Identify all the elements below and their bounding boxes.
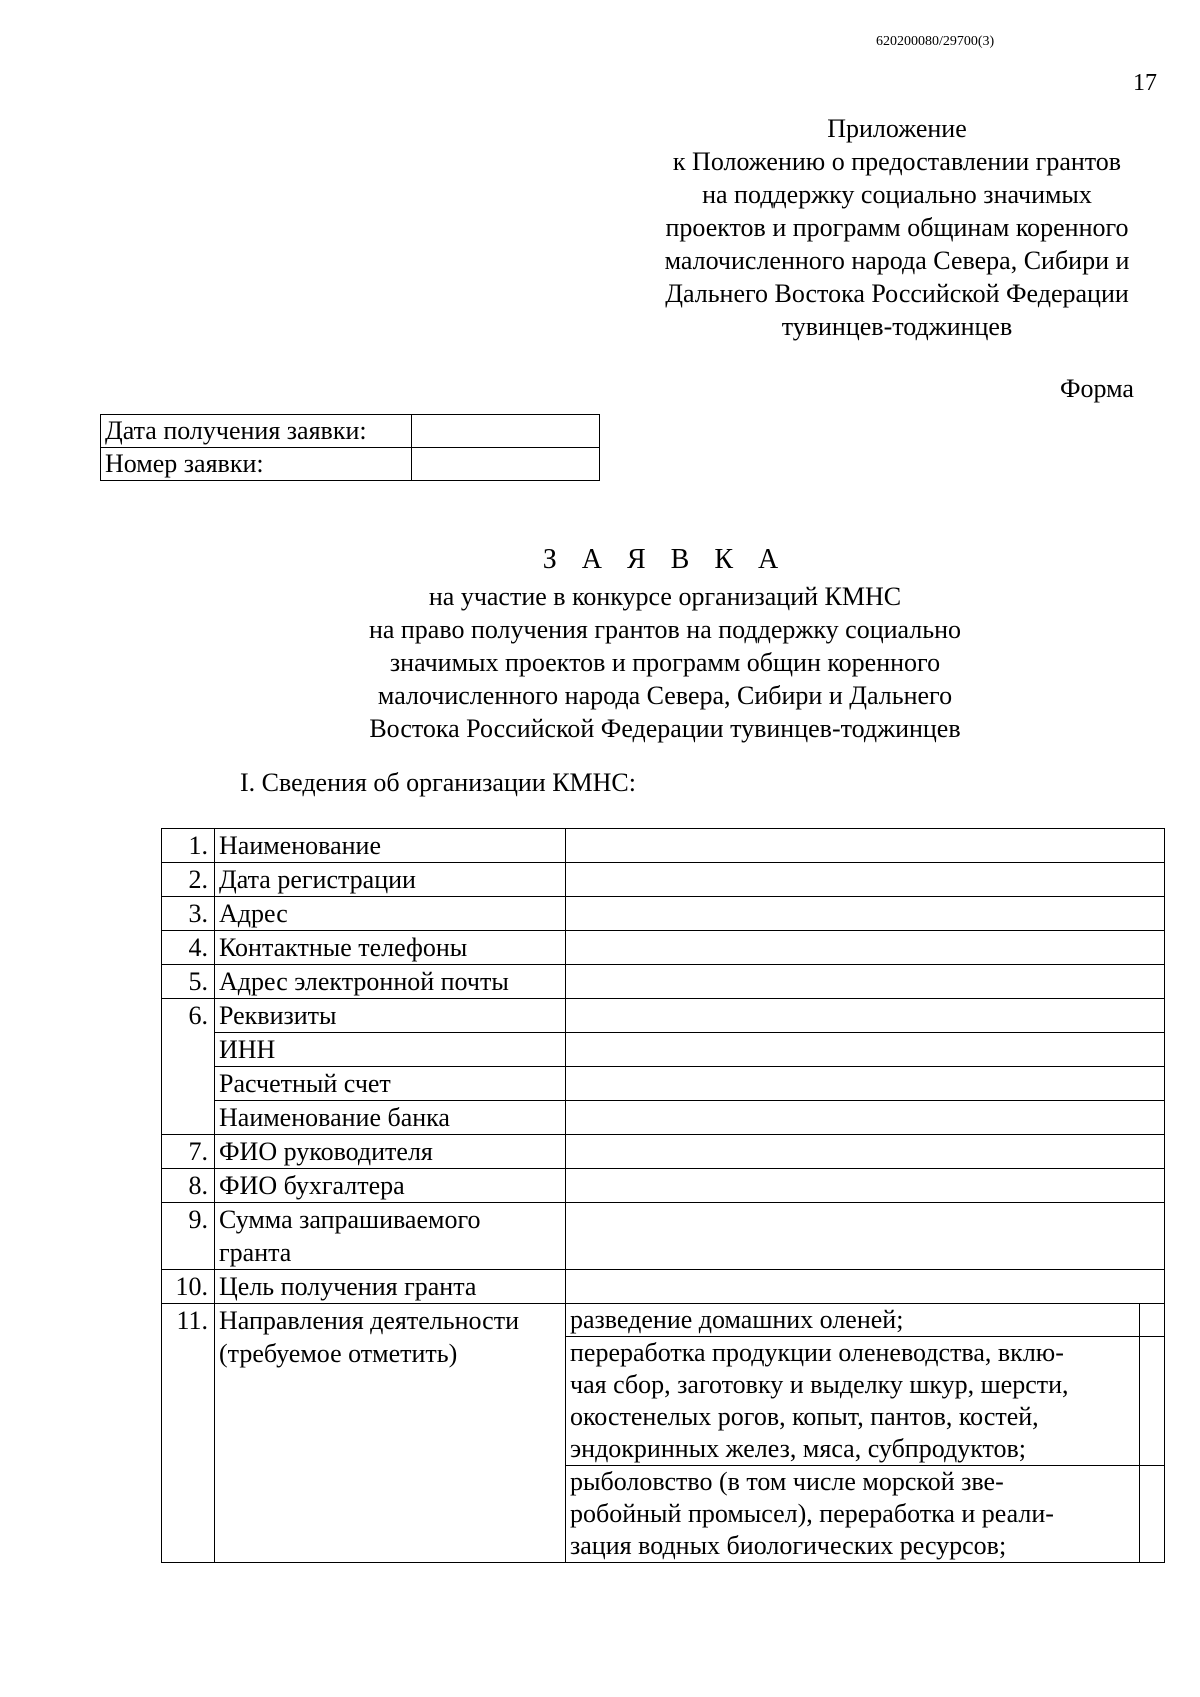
value-field[interactable] bbox=[566, 829, 1165, 863]
row-number: 11. bbox=[162, 1304, 215, 1563]
activity-checkbox[interactable] bbox=[1140, 1304, 1165, 1337]
activity-checkbox[interactable] bbox=[1140, 1466, 1165, 1563]
table-row bbox=[101, 448, 600, 481]
table-row bbox=[162, 1304, 1165, 1337]
value-field[interactable] bbox=[566, 1135, 1165, 1169]
row-label: Цель получения гранта bbox=[215, 1270, 566, 1304]
row-label bbox=[215, 1203, 566, 1270]
activity-option-line: эндокринных желез, мяса, субпродуктов; bbox=[570, 1434, 1027, 1463]
application-number-field[interactable] bbox=[412, 448, 600, 481]
row-number: 8. bbox=[162, 1169, 215, 1203]
row-number: 10. bbox=[162, 1270, 215, 1304]
row-label-line: Направления деятельности bbox=[219, 1306, 520, 1335]
activity-option bbox=[566, 1304, 1140, 1337]
appendix-line: на поддержку социально значимых bbox=[702, 180, 1092, 209]
table-row bbox=[162, 863, 1165, 897]
table-row bbox=[162, 829, 1165, 863]
value-field[interactable] bbox=[566, 1270, 1165, 1304]
section-heading: I. Сведения об организации КМНС: bbox=[240, 768, 636, 797]
table-row bbox=[162, 1135, 1165, 1169]
row-number: 2. bbox=[162, 863, 215, 897]
activity-option-line: рыболовство (в том числе морской зве- bbox=[570, 1467, 1004, 1496]
appendix-line: Приложение bbox=[827, 114, 967, 143]
appendix-note bbox=[622, 112, 1172, 343]
row-number: 4. bbox=[162, 931, 215, 965]
row-label: ФИО руководителя bbox=[215, 1135, 566, 1169]
title-line: значимых проектов и программ общин коренного bbox=[389, 648, 941, 677]
table-row bbox=[101, 415, 600, 448]
table-row bbox=[162, 1067, 1165, 1101]
document-code: 620200080/29700(3) bbox=[876, 34, 995, 49]
application-number-label: Номер заявки: bbox=[101, 448, 412, 481]
value-field[interactable] bbox=[566, 1033, 1165, 1067]
row-label: Расчетный счет bbox=[215, 1067, 566, 1101]
activity-option-line: робойный промысел), переработка и реали- bbox=[570, 1499, 1054, 1528]
application-title bbox=[230, 542, 1100, 745]
value-field[interactable] bbox=[566, 1101, 1165, 1135]
value-field[interactable] bbox=[566, 965, 1165, 999]
table-row bbox=[162, 1169, 1165, 1203]
form-label: Форма bbox=[1060, 374, 1134, 403]
activity-option-line: зация водных биологических ресурсов; bbox=[570, 1531, 1007, 1560]
row-number: 9. bbox=[162, 1203, 215, 1270]
appendix-line: Дальнего Востока Российской Федерации bbox=[665, 279, 1129, 308]
row-label: Адрес bbox=[215, 897, 566, 931]
value-field[interactable] bbox=[566, 863, 1165, 897]
activity-checkbox[interactable] bbox=[1140, 1337, 1165, 1466]
row-label-line: (требуемое отметить) bbox=[219, 1339, 458, 1368]
activity-option-line: разведение домашних оленей; bbox=[570, 1305, 904, 1334]
value-field[interactable] bbox=[566, 897, 1165, 931]
appendix-line: проектов и программ общинам коренного bbox=[665, 213, 1129, 242]
row-label: Реквизиты bbox=[215, 999, 566, 1033]
row-number: 3. bbox=[162, 897, 215, 931]
value-field[interactable] bbox=[566, 1067, 1165, 1101]
table-row bbox=[162, 1203, 1165, 1270]
table-row bbox=[162, 931, 1165, 965]
title-line: малочисленного народа Севера, Сибири и Дальнего bbox=[377, 681, 953, 710]
row-number: 1. bbox=[162, 829, 215, 863]
appendix-line: к Положению о предоставлении грантов bbox=[672, 147, 1122, 176]
value-field[interactable] bbox=[566, 931, 1165, 965]
receipt-table bbox=[100, 414, 600, 481]
date-received-label: Дата получения заявки: bbox=[101, 415, 412, 448]
title-heading: З А Я В К А bbox=[542, 544, 788, 575]
activity-option-line: переработка продукции оленеводства, вклю- bbox=[570, 1338, 1064, 1367]
title-line: на право получения грантов на поддержку социально bbox=[368, 615, 962, 644]
row-label: Наименование bbox=[215, 829, 566, 863]
activity-option bbox=[566, 1337, 1140, 1466]
table-row bbox=[162, 897, 1165, 931]
table-row bbox=[162, 1270, 1165, 1304]
row-number: 5. bbox=[162, 965, 215, 999]
value-field[interactable] bbox=[566, 1203, 1165, 1270]
appendix-line: малочисленного народа Севера, Сибири и bbox=[664, 246, 1130, 275]
row-label: Наименование банка bbox=[215, 1101, 566, 1135]
value-field[interactable] bbox=[566, 1169, 1165, 1203]
row-label bbox=[215, 1304, 566, 1563]
activity-option bbox=[566, 1466, 1140, 1563]
title-line: Востока Российской Федерации тувинцев-тоджинцев bbox=[369, 714, 961, 743]
page-number: 17 bbox=[1133, 70, 1157, 96]
activity-option-line: чая сбор, заготовку и выделку шкур, шерсти, bbox=[570, 1370, 1069, 1399]
table-row bbox=[162, 965, 1165, 999]
value-field[interactable] bbox=[566, 999, 1165, 1033]
appendix-line: тувинцев-тоджинцев bbox=[781, 312, 1013, 341]
organization-info-table bbox=[161, 828, 1165, 1563]
row-label-line: Сумма запрашиваемого bbox=[219, 1205, 481, 1234]
table-row bbox=[162, 1101, 1165, 1135]
row-label: Контактные телефоны bbox=[215, 931, 566, 965]
row-label: ИНН bbox=[215, 1033, 566, 1067]
row-label: Дата регистрации bbox=[215, 863, 566, 897]
row-number: 6. bbox=[162, 999, 215, 1135]
title-line: на участие в конкурсе организаций КМНС bbox=[428, 582, 902, 611]
table-row bbox=[162, 1033, 1165, 1067]
row-label: ФИО бухгалтера bbox=[215, 1169, 566, 1203]
row-label: Адрес электронной почты bbox=[215, 965, 566, 999]
table-row bbox=[162, 999, 1165, 1033]
activity-option-line: окостенелых рогов, копыт, пантов, костей, bbox=[570, 1402, 1039, 1431]
row-number: 7. bbox=[162, 1135, 215, 1169]
date-received-field[interactable] bbox=[412, 415, 600, 448]
row-label-line: гранта bbox=[219, 1238, 292, 1267]
